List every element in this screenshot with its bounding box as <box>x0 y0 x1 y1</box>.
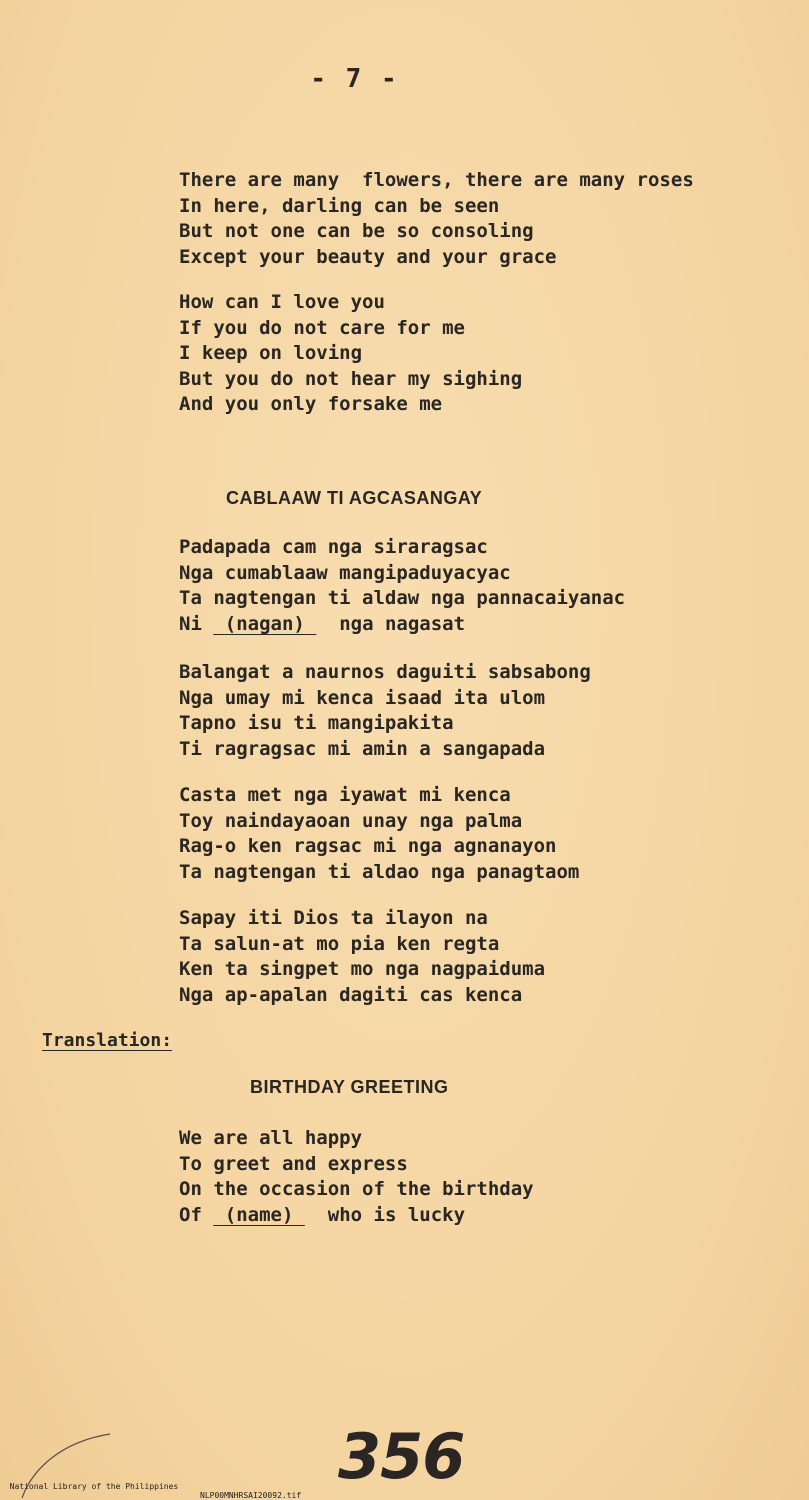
verse-line: Padapada cam nga siraragsac <box>179 536 488 558</box>
verse-line: Nga cumablaaw mangipaduyacyac <box>179 561 511 584</box>
verse-line: Ta nagtengan ti aldaw nga pannacaiyanac <box>179 587 626 609</box>
footer <box>0 1473 302 1500</box>
verse-line: Balangat a naurnos daguiti sabsabong <box>179 661 591 683</box>
verse-line: Nga umay mi kenca isaad ita ulom <box>179 686 546 709</box>
verse-line: Ta nagtengan ti aldao nga panagtaom <box>179 860 580 883</box>
verse-line: Tapno isu ti mangipakita <box>179 712 454 734</box>
english-stanza-2 <box>179 290 522 418</box>
verse-line: To greet and express <box>179 1152 408 1175</box>
verse-line: But not one can be so consoling <box>179 220 534 242</box>
verse-line-suffix: nga nagasat <box>316 612 466 635</box>
verse-line: Sapay iti Dios ta ilayon na <box>179 907 488 929</box>
verse-line: But you do not hear my sighing <box>179 367 523 390</box>
name-blank: (name) <box>224 1203 294 1226</box>
verse-line: Ken ta singpet mo nga nagpaiduma <box>179 958 546 980</box>
verse-line-prefix: Ni <box>179 612 214 635</box>
ilocano-song-title: CABLAAW TI AGCASANGAY <box>226 488 483 508</box>
verse-line: We are all happy <box>179 1127 363 1149</box>
verse-line: If you do not care for me <box>179 316 465 339</box>
ilocano-stanza-4 <box>179 906 545 1008</box>
verse-line-with-blank <box>179 1203 534 1229</box>
verse-line: Casta met nga iyawat mi kenca <box>179 784 511 806</box>
verse-line: Toy naindayaoan unay nga palma <box>179 809 523 832</box>
verse-line: I keep on loving <box>179 342 363 364</box>
footer-filename: NLP00MNHRSAI20092.tif <box>200 1491 302 1500</box>
verse-line: Except your beauty and your grace <box>179 245 557 268</box>
name-blank: (nagan) <box>224 612 305 635</box>
archive-stamp-number: 356 <box>338 1420 465 1493</box>
ilocano-stanza-1 <box>179 535 625 637</box>
verse-line: Ti ragragsac mi amin a sangapada <box>179 737 546 760</box>
verse-line: Ta salun-at mo pia ken regta <box>179 932 500 955</box>
translation-stanza <box>179 1126 534 1228</box>
verse-line-with-blank <box>179 612 625 638</box>
translation-label: Translation: <box>42 1030 173 1051</box>
english-stanza-1 <box>179 168 694 270</box>
ilocano-stanza-2 <box>179 660 591 762</box>
page-number: - 7 - <box>310 64 399 94</box>
verse-line: There are many flowers, there are many roses <box>179 169 694 191</box>
verse-line: In here, darling can be seen <box>179 194 500 217</box>
verse-line-suffix: who is lucky <box>304 1203 466 1226</box>
verse-line: How can I love you <box>179 291 385 313</box>
footer-library: National Library of the Philippines <box>9 1482 179 1491</box>
verse-line-prefix: Of <box>179 1203 214 1226</box>
verse-line: And you only forsake me <box>179 393 443 415</box>
verse-line: Rag-o ken ragsac mi nga agnanayon <box>179 835 557 857</box>
ilocano-stanza-3 <box>179 783 579 885</box>
translation-title: BIRTHDAY GREETING <box>250 1077 449 1097</box>
verse-line: Nga ap-apalan dagiti cas kenca <box>179 983 523 1006</box>
verse-line: On the occasion of the birthday <box>179 1178 534 1200</box>
